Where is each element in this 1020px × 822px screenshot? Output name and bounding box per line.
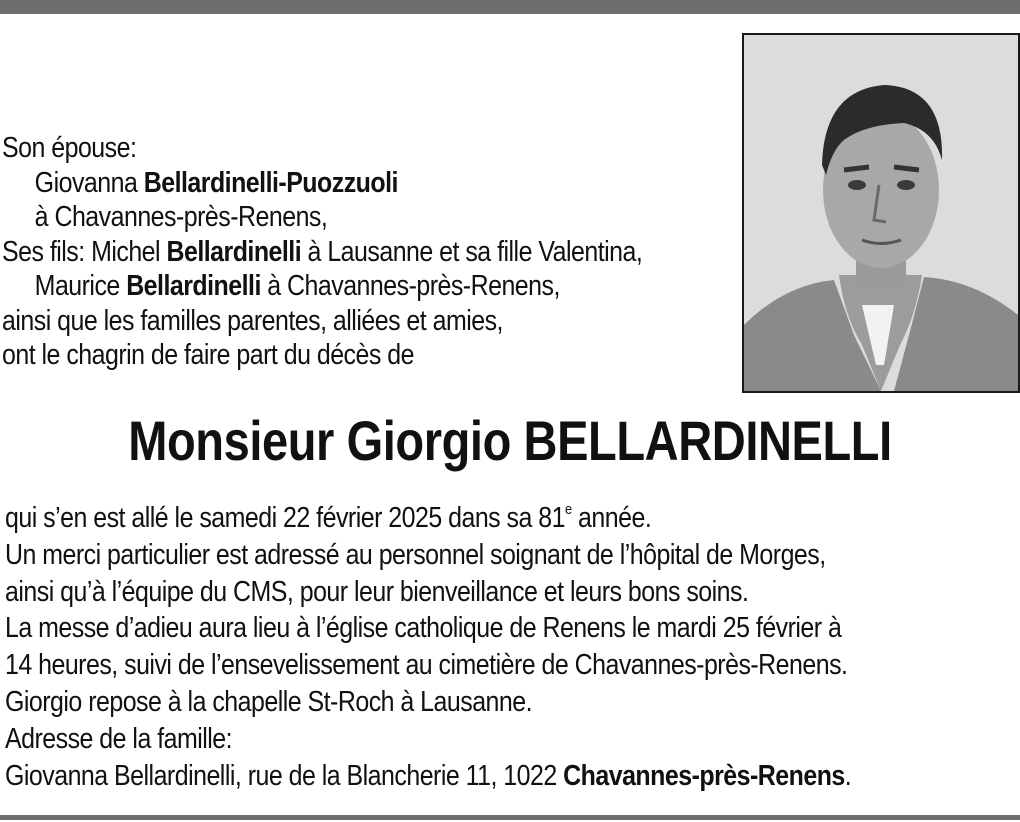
portrait-photo bbox=[742, 33, 1020, 393]
ordinal-suffix: e bbox=[564, 501, 572, 518]
passed-text-end: année. bbox=[571, 502, 652, 534]
son1-last-name: Bellardinelli bbox=[166, 235, 302, 268]
deceased-name: Monsieur Giorgio BELLARDINELLI bbox=[128, 409, 892, 472]
portrait-photo-icon bbox=[744, 35, 1018, 391]
rests-line: Giorgio repose à la chapelle St-Roch à Lausanne. bbox=[5, 685, 533, 718]
families-line: ainsi que les familles parentes, alliées et amies, bbox=[2, 304, 503, 337]
address-line bbox=[5, 758, 851, 795]
address-label: Adresse de la famille: bbox=[5, 722, 233, 755]
son2-first-name: Maurice bbox=[34, 270, 127, 302]
address-text: Giovanna Bellardinelli, rue de la Blancherie 11, 1022 bbox=[5, 759, 564, 792]
mass-line-2: 14 heures, suivi de l’ensevelissement au cimetière de Chavannes-près-Renens. bbox=[5, 649, 848, 682]
thanks-line-2: ainsi qu’à l’équipe du CMS, pour leur bienveillance et leurs bons soins. bbox=[5, 575, 749, 608]
passed-line bbox=[5, 500, 851, 537]
son-line-2 bbox=[2, 269, 642, 304]
thanks-line-1: Un merci particulier est adressé au personnel soignant de l’hôpital de Morges, bbox=[5, 538, 826, 571]
family-section bbox=[2, 131, 642, 373]
announce-line: ont le chagrin de faire part du décès de bbox=[2, 339, 414, 371]
son-line-1 bbox=[2, 235, 642, 270]
mass-line-1: La messe d’adieu aura lieu à l’église catholique de Renens le mardi 25 février à bbox=[5, 612, 842, 645]
spouse-label: Son épouse: bbox=[2, 132, 137, 164]
son2-rest: à Chavannes-près-Renens, bbox=[260, 270, 560, 302]
spouse-first-name: Giovanna bbox=[34, 166, 144, 199]
top-rule bbox=[0, 0, 1020, 14]
son2-last-name: Bellardinelli bbox=[126, 270, 261, 302]
son1-rest: à Lausanne et sa fille Valentina, bbox=[301, 235, 643, 268]
passed-text: qui s’en est allé le samedi 22 février 2025 dans sa 81 bbox=[5, 502, 565, 534]
spouse-last-name: Bellardinelli-Puozzuoli bbox=[143, 166, 398, 199]
spouse-name bbox=[2, 166, 642, 201]
address-city: Chavannes-près-Renens bbox=[563, 759, 845, 792]
address-end: . bbox=[844, 759, 852, 792]
spouse-place: à Chavannes-près-Renens, bbox=[34, 201, 328, 233]
details-section bbox=[5, 500, 851, 794]
sons-label: Ses fils: Michel bbox=[2, 235, 167, 268]
bottom-rule bbox=[0, 815, 1020, 820]
